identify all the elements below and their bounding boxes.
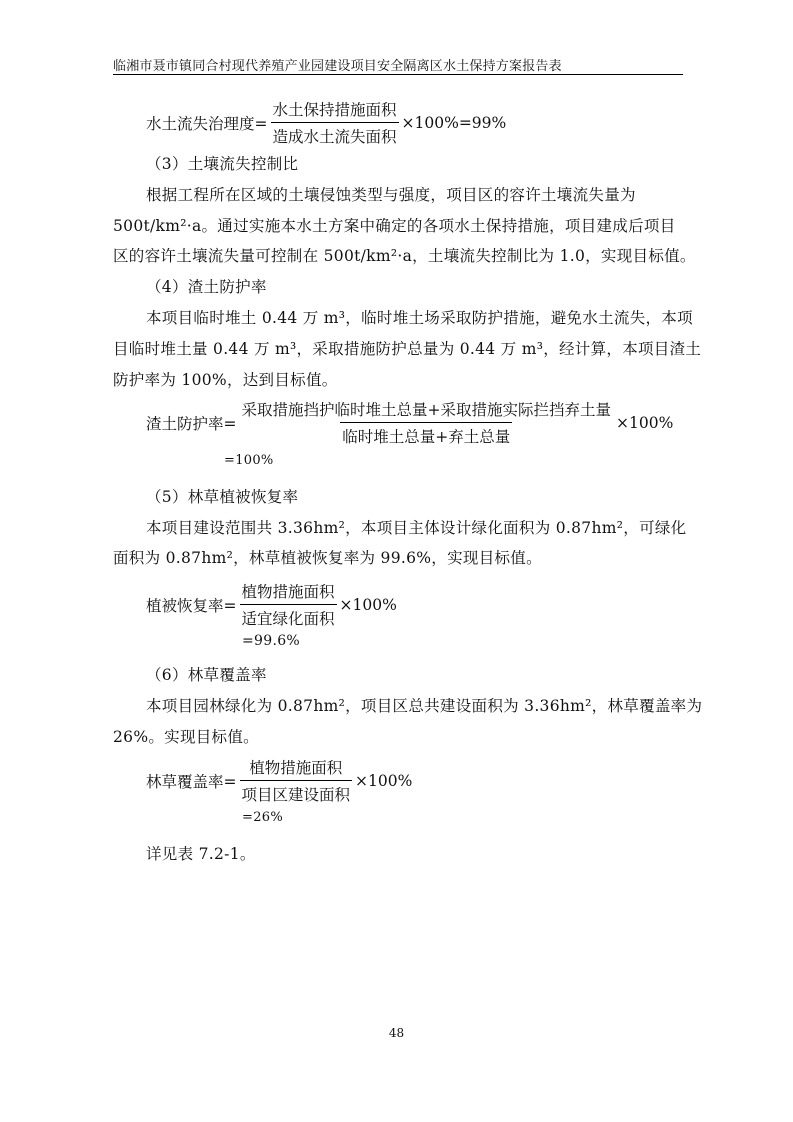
paragraph-line: 26%。实现目标值。 [113,728,259,746]
paragraph-line: 本项目园林绿化为 0.87hm²，项目区总共建设面积为 3.36hm²，林草覆盖率为 [146,697,703,715]
paragraph-line: 目临时堆土量 0.44 万 m³，采取措施防护总量为 0.44 万 m³，经计算，本项目渣土 [113,340,702,358]
denominator: 临时堆土总量+弃土总量 [340,422,512,447]
spoil-protection-formula [146,398,673,447]
numerator: 水土保持措施面积 [272,101,397,119]
denominator: 项目区建设面积 [240,780,353,805]
formula-result: =99.6% [242,633,301,649]
fraction [240,580,337,629]
formula-label: 林草覆盖率= [146,772,237,791]
paragraph-line: 面积为 0.87hm²，林草植被恢复率为 99.6%，实现目标值。 [113,549,542,567]
section-heading-6: （6）林草覆盖率 [146,666,267,684]
section-heading-3: （3）土壤流失控制比 [146,155,299,173]
fraction [240,398,614,447]
formula-label: 水土流失治理度= [146,114,268,133]
vegetation-restoration-formula [146,580,397,629]
formula-suffix: ×100%=99% [401,113,507,132]
formula-result: =26% [242,810,283,825]
paragraph-line: 防护率为 100%，达到目标值。 [113,371,338,389]
soil-erosion-control-formula [146,98,506,147]
numerator: 植物措施面积 [241,583,335,601]
paragraph-line: 根据工程所在区域的土壤侵蚀类型与强度，项目区的容许土壤流失量为 [146,186,636,204]
section-heading-5: （5）林草植被恢复率 [146,488,299,506]
formula-suffix: ×100% [616,413,674,432]
denominator: 适宜绿化面积 [240,604,337,629]
numerator: 植物措施面积 [249,759,343,777]
page-number: 48 [388,1026,405,1040]
forest-grass-coverage-formula [146,756,412,805]
header-rule [113,74,683,75]
closing-reference: 详见表 7.2-1。 [146,845,256,863]
formula-result: =100% [224,453,274,468]
fraction [240,756,353,805]
section-heading-4: （4）渣土防护率 [146,278,267,296]
paragraph-line: 500t/km²·a。通过实施本水土方案中确定的各项水土保持措施，项目建成后项目 [113,217,676,235]
fraction [271,98,399,147]
paragraph-line: 本项目临时堆土 0.44 万 m³，临时堆土场采取防护措施，避免水土流失，本项 [146,309,693,327]
formula-suffix: ×100% [355,771,413,790]
paragraph-line: 区的容许土壤流失量可控制在 500t/km²·a，土壤流失控制比为 1.0，实现目标值。 [113,247,696,265]
formula-label: 渣土防护率= [146,414,237,433]
formula-label: 植被恢复率= [146,596,237,615]
page-header: 临湘市聂市镇同合村现代养殖产业园建设项目安全隔离区水土保持方案报告表 [113,59,562,74]
denominator: 造成水土流失面积 [271,122,399,147]
formula-suffix: ×100% [339,595,397,614]
paragraph-line: 本项目建设范围共 3.36hm²，本项目主体设计绿化面积为 0.87hm²，可绿化 [146,519,687,537]
numerator: 采取措施挡护临时堆土总量+采取措施实际拦挡弃土量 [241,401,611,419]
